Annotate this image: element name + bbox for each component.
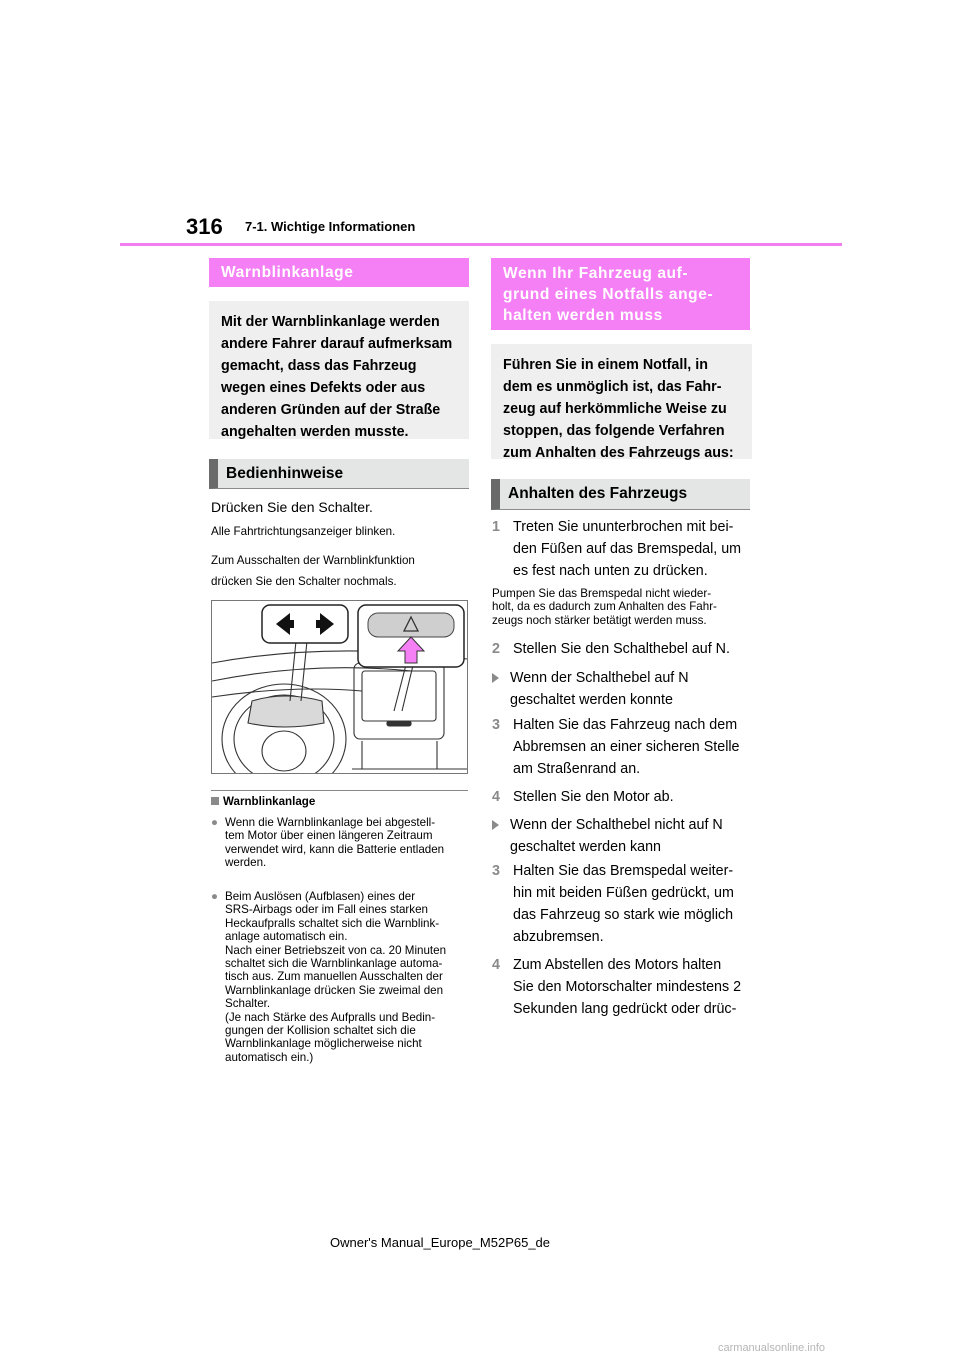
intro-line: wegen eines Defekts oder aus [221, 380, 426, 396]
intro-box-hazard [209, 301, 469, 439]
page-number: 316 [186, 214, 223, 239]
bullet-note-airbag: Beim Auslösen (Aufblasen) eines der SRS-Airbags oder im Fall eines starken Heckaufpralls schaltet sich die Warnblink- anlage automatisch ein. Nach einer Betriebszeit von ca. 20 Minuten schaltet sich die Warnblinkanlage automa- tisch aus. Zum manuellen Ausschalten der Warnblinkanlage drücken Sie zweimal den Schalter. (Je nach Stärke des Aufpralls und Bedin- gungen der Kollision schaltet sich die Warnblinkanlage möglicherweise nicht automatisch ein.) [225, 890, 447, 1064]
section-heading-emergency: Wenn Ihr Fahrzeug auf- grund eines Notfalls ange- halten werden muss [491, 258, 750, 330]
square-bullet-icon [211, 797, 219, 805]
hazard-switch-illustration [211, 600, 468, 774]
note-text: Alle Fahrtrichtungsanzeiger blinken. [211, 525, 396, 538]
bullet-dot-icon: ● [211, 890, 219, 903]
step-1-note: Pumpen Sie das Bremspedal nicht wieder- holt, da es dadurch zum Anhalten des Fahr- zeugs noch stärker betätigt werden muss. [492, 587, 717, 627]
section-title: 7-1. Wichtige Informationen [245, 219, 416, 234]
dashboard-drawing [212, 601, 467, 773]
intro-line: andere Fahrer darauf aufmerksam [221, 336, 453, 352]
bullet-note-battery: Wenn die Warnblinkanlage bei abgestell- tem Motor über einen längeren Zeitraum verwendet wird, kann die Batterie entladen werden. [225, 816, 445, 870]
triangle-bullet-icon [492, 820, 499, 830]
header-rule [120, 243, 842, 246]
intro-line: gemacht, dass das Fahrzeug [221, 358, 417, 374]
bullet-dot-icon: ● [211, 816, 219, 829]
section-heading-hazard: Warnblinkanlage [209, 258, 469, 287]
subheading-operation: Bedienhinweise [209, 459, 469, 489]
note-text [211, 550, 415, 592]
intro-line: Mit der Warnblinkanlage werden [221, 314, 440, 330]
subheading-stopping: Anhalten des Fahrzeugs [491, 479, 750, 510]
note-line: drücken Sie den Schalter nochmals. [211, 575, 397, 588]
note-line: Zum Ausschalten der Warnblinkfunktion [211, 554, 415, 567]
watermark: carmanualsonline.info [718, 1342, 826, 1354]
notes-title: Warnblinkanlage [211, 795, 315, 808]
footer-manual-id: Owner's Manual_Europe_M52P65_de [330, 1235, 551, 1250]
intro-line: anderen Gründen auf der Straße [221, 402, 441, 418]
intro-line: angehalten werden musste. [221, 424, 409, 440]
triangle-bullet-icon [492, 673, 499, 683]
notes-divider [211, 790, 468, 791]
intro-box-emergency: Führen Sie in einem Notfall, in dem es unmöglich ist, das Fahr- zeug auf herkömmliche Weise zu stoppen, das folgende Verfahren zum Anhalten des Fahrzeugs aus: [491, 344, 752, 459]
instruction-text: Drücken Sie den Schalter. [211, 499, 373, 515]
